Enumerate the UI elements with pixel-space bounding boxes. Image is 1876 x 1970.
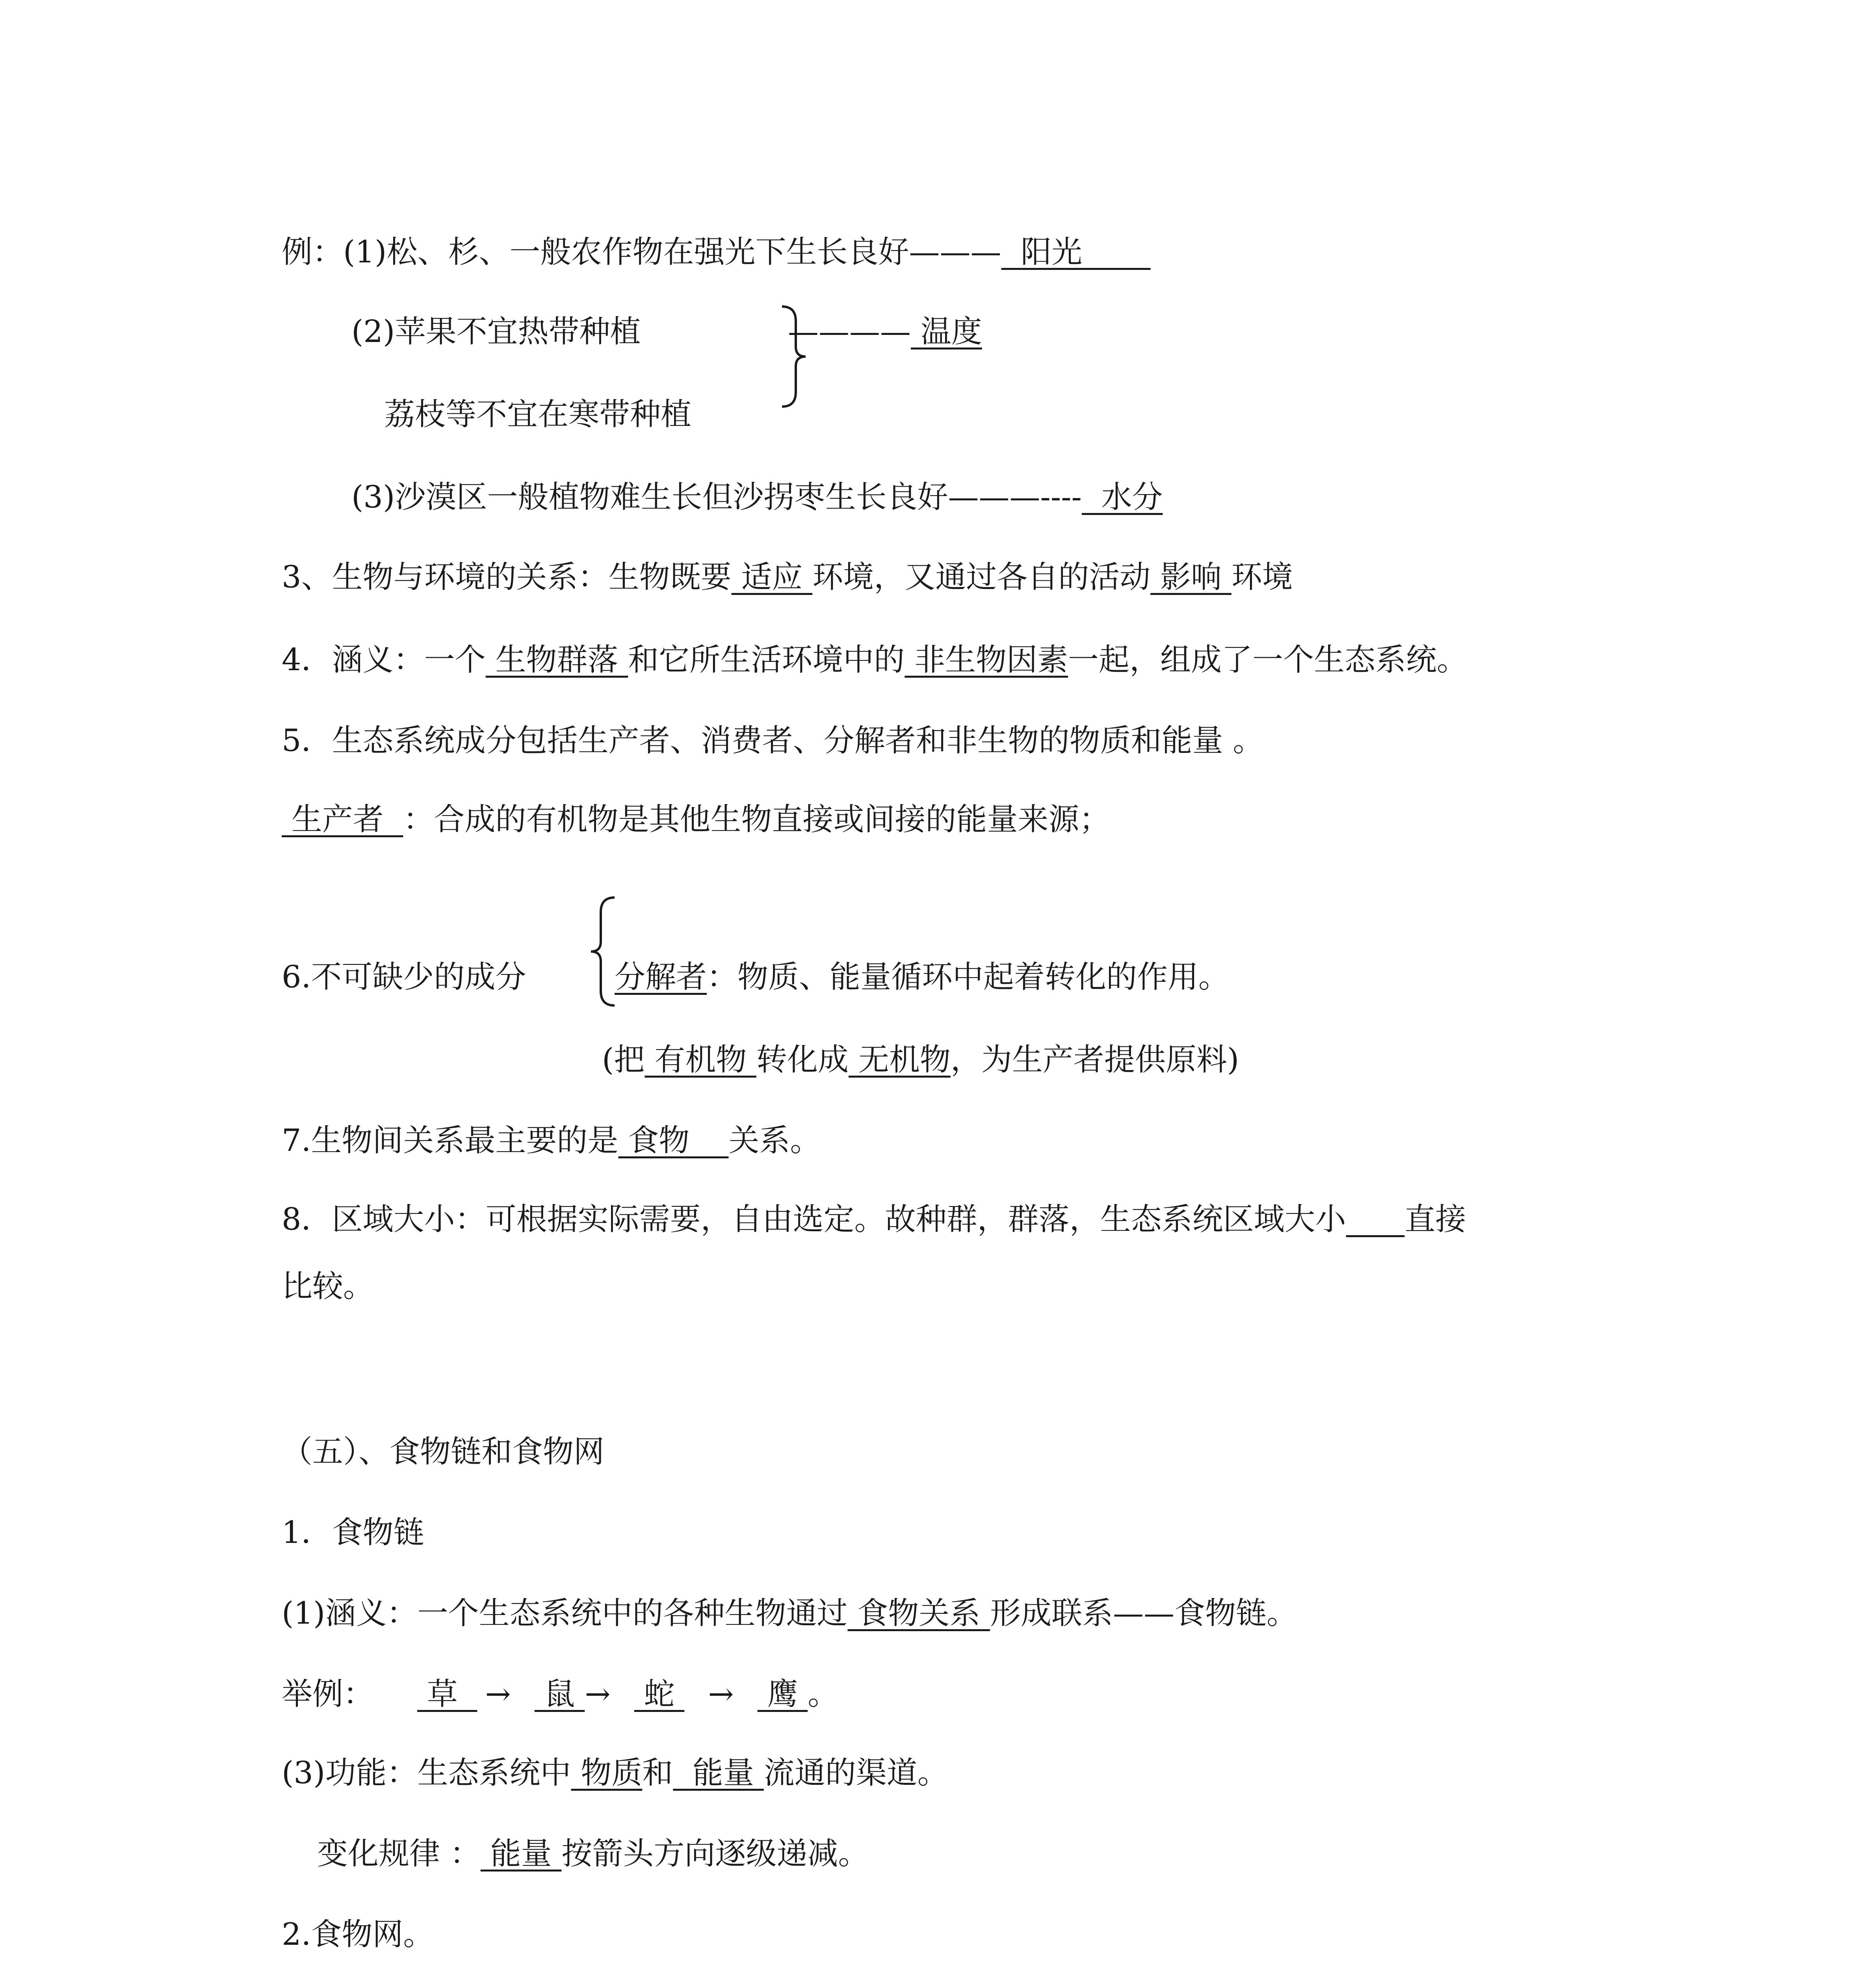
answer-water: 水分 [1081, 479, 1163, 515]
food-chain-title: 1．食物链 [282, 1515, 424, 1550]
item-6-note-c: 转化成 [756, 1042, 849, 1078]
example-1-text: 例：(1)松、杉、一般农作物在强光下生长良好——— [282, 234, 1001, 270]
item-4-text-c: 和它所生活环境中的 [628, 642, 905, 678]
answer-energy: 能量 [673, 1755, 764, 1791]
answer-temperature: 温度 [911, 314, 982, 349]
chain-snake: 蛇 [634, 1676, 685, 1712]
item-6-note-a: (把 [602, 1042, 645, 1078]
item-3 [282, 558, 1293, 597]
example-label: 举例： [282, 1676, 374, 1712]
item-7-text-a: 7.生物间关系最主要的是 [282, 1123, 619, 1158]
answer-decomposer: 分解者 [615, 959, 707, 995]
food-chain-heading [282, 1513, 424, 1552]
item-8-text-c: 直接 [1404, 1202, 1466, 1237]
food-chain-example [282, 1674, 838, 1714]
chain-mouse: 鼠 [534, 1676, 585, 1712]
item-4-text-a: 4．涵义：一个 [282, 642, 486, 678]
section-5-title: （五）、食物链和食物网 [282, 1434, 605, 1470]
left-brace-icon [583, 894, 619, 1009]
fc1-text-a: (1)涵义：一个生态系统中的各种生物通过 [282, 1596, 848, 1631]
example-2-dash: ———— [788, 314, 911, 349]
item-6-note-e: ，为生产者提供原料) [950, 1042, 1239, 1078]
item-5-text: 5．生态系统成分包括生产者、消费者、分解者和非生物的物质和能量 。 [282, 723, 1264, 758]
item-6-label: 6.不可缺少的成分 [282, 959, 526, 995]
producer-line [282, 800, 1110, 839]
item-3-text-e: 环境 [1231, 559, 1293, 595]
food-chain-definition [282, 1594, 1297, 1633]
item-8-cont [282, 1267, 374, 1306]
food-web-heading [282, 1915, 434, 1954]
section-title [282, 1432, 604, 1472]
example-line-3 [351, 478, 1163, 517]
chain-arrow-icon: → [485, 1676, 511, 1712]
answer-food: 食物 [618, 1123, 729, 1158]
item-6-label-line [282, 957, 526, 997]
item-3-text-a: 3、生物与环境的关系：生物既要 [282, 559, 732, 595]
item-8-text-a: 8．区域大小：可根据实际需要，自由选定。故种群，群落，生态系统区域大小 [282, 1202, 1346, 1237]
chain-grass: 草 [417, 1676, 477, 1712]
example-line-1 [282, 232, 1151, 272]
item-4-text-e: 一起，组成了一个生态系统。 [1068, 642, 1468, 678]
item-3-text-c: 环境，又通过各自的活动 [812, 559, 1151, 595]
item-5 [282, 721, 1263, 760]
change-rule [317, 1834, 869, 1873]
rule-text-c: 按箭头方向逐级递减。 [561, 1836, 869, 1872]
fc3-text-a: (3)功能：生态系统中 [282, 1755, 571, 1791]
answer-matter: 物质 [571, 1755, 643, 1791]
fc1-text-c: 形成联系——食物链。 [990, 1596, 1298, 1631]
rule-text-a: 变化规律 ： [317, 1836, 481, 1872]
chain-arrow-icon: → [585, 1676, 611, 1712]
fc3-text-e: 流通的渠道。 [763, 1755, 948, 1791]
example-line-2 [351, 312, 641, 351]
chain-arrow-icon: → [708, 1676, 734, 1712]
answer-blank [1346, 1202, 1405, 1237]
food-chain-function [282, 1753, 948, 1793]
chain-hawk: 鹰 [757, 1676, 808, 1712]
example-line-2b [384, 395, 691, 434]
chain-end: 。 [808, 1676, 839, 1712]
decomposer-text: ：物质、能量循环中起着转化的作用。 [707, 959, 1230, 995]
item-8 [282, 1200, 1466, 1239]
example-2b-text: 荔枝等不宜在寒带种植 [384, 397, 692, 432]
answer-influence: 影响 [1150, 559, 1231, 595]
fc3-text-c: 和 [642, 1755, 673, 1791]
answer-inorganic-matter: 无机物 [849, 1042, 951, 1078]
item-6-note-line [602, 1040, 1239, 1080]
item-8-text-d: 比较。 [282, 1269, 374, 1304]
answer-biological-community: 生物群落 [485, 642, 628, 678]
answer-adapt: 适应 [731, 559, 813, 595]
answer-food-relation: 食物关系 [847, 1596, 990, 1631]
example-2-answer-line [788, 312, 982, 351]
answer-organic-matter: 有机物 [645, 1042, 757, 1078]
example-3-text: (3)沙漠区一般植物难生长但沙拐枣生长良好———---- [351, 479, 1082, 515]
example-2-text: (2)苹果不宜热带种植 [351, 314, 641, 349]
answer-sunlight: 阳光 [1001, 234, 1151, 270]
answer-abiotic-factors: 非生物因素 [905, 642, 1068, 678]
item-7-text-c: 关系。 [728, 1123, 821, 1158]
item-4 [282, 640, 1467, 680]
producer-text: ：合成的有机物是其他生物直接或间接的能量来源； [403, 802, 1110, 837]
item-7 [282, 1121, 821, 1160]
food-web-title: 2.食物网。 [282, 1917, 434, 1952]
answer-producer: 生产者 [282, 802, 403, 837]
item-6-decomposer-line [615, 957, 1229, 997]
answer-energy-rule: 能量 [480, 1836, 562, 1872]
